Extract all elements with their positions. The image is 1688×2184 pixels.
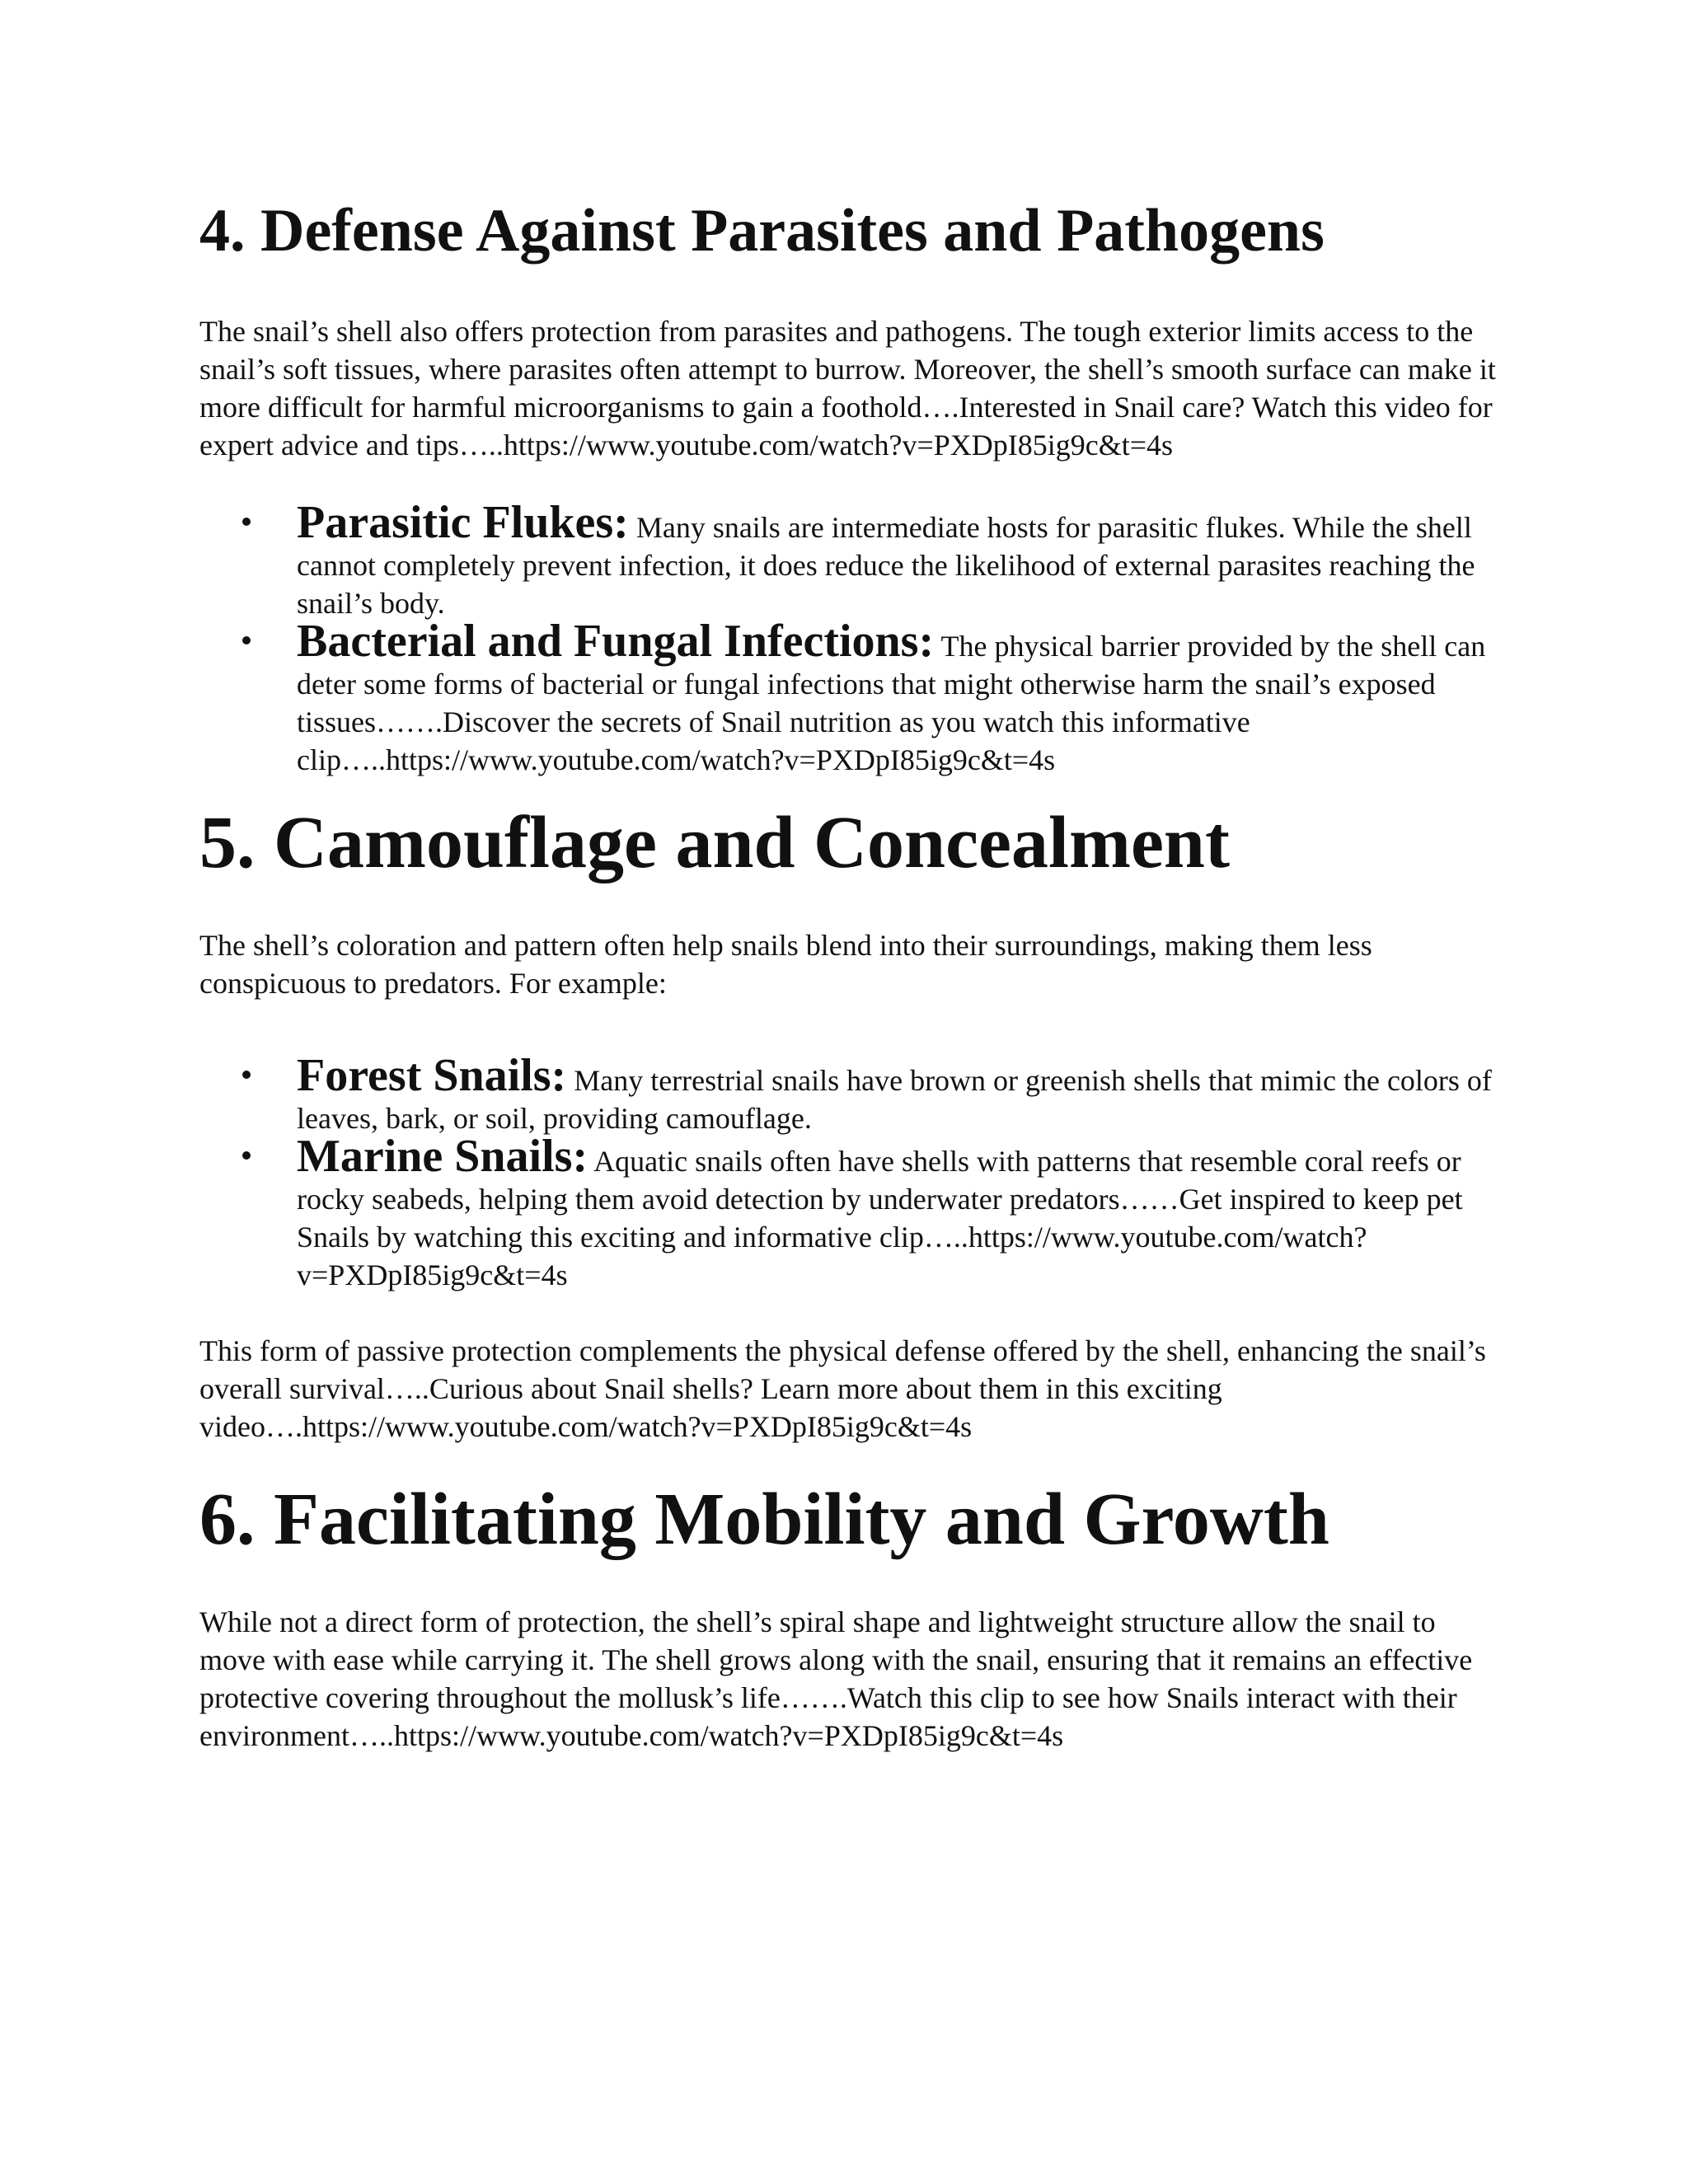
bullet-text: Many terrestrial snails have brown or greenish shells that mimic the colors of leaves, bark, or soil, providing camouflage. <box>297 1064 1492 1136</box>
section-heading-mobility: 6. Facilitating Mobility and Growth <box>199 1479 1329 1561</box>
bullet-term: Bacterial and Fungal Infections: <box>297 616 935 668</box>
list-item <box>199 616 1502 779</box>
list-item <box>199 1050 1502 1137</box>
section-intro-camouflage: The shell’s coloration and pattern often help snails blend into their surroundings, making them less conspicuous to predators. For example: <box>199 929 1372 1001</box>
bullet-text: The physical barrier provided by the shell can deter some forms of bacterial or fungal infections that might otherwise harm the snail’s exposed tissues…….Discover the secrets of Snail nutrition as you watch this informative clip…..https://www.youtube.com/watch?v=PXDpI85ig9c&t=4s <box>297 630 1486 777</box>
section-closing-camouflage: This form of passive protection complements the physical defense offered by the shell, enhancing the snail’s overall survival…..Curious about Snail shells? Learn more about them in this exciting video….https://www.youtube.com/watch?v=PXDpI85ig9c&t=4s <box>199 1334 1486 1444</box>
bullet-icon <box>242 1151 251 1160</box>
section-intro-mobility: While not a direct form of protection, the shell’s spiral shape and lightweight structure allow the snail to move with ease while carrying it. The shell grows along with the snail, ensuring that it remains an effective protective covering throughout the mollusk’s life…….Watch this clip to see how Snails interact with their environment…..https://www.youtube.com/watch?v=PXDpI85ig9c&t=4s <box>199 1605 1473 1753</box>
section-heading-defense: 4. Defense Against Parasites and Pathogens <box>199 197 1325 265</box>
bullet-term: Parasitic Flukes: <box>297 497 629 549</box>
bullet-text: Many snails are intermediate hosts for parasitic flukes. While the shell cannot completely prevent infection, it does reduce the likelihood of external parasites reaching the snail’s body. <box>297 511 1475 621</box>
bullet-icon <box>242 1071 251 1079</box>
bullet-icon <box>242 636 251 644</box>
bullet-list-defense <box>199 497 1502 779</box>
bullet-icon <box>242 518 251 526</box>
section-heading-camouflage: 5. Camouflage and Concealment <box>199 802 1230 884</box>
section-intro-defense: The snail’s shell also offers protection from parasites and pathogens. The tough exterior limits access to the snail’s soft tissues, where parasites often attempt to burrow. Moreover, the shell’s smooth surface can make it more difficult for harmful microorganisms to gain a foothold….Interested in Snail care? Watch this video for expert advice and tips…..https://www.youtube.com/watch?v=PXDpI85ig9c&t=4s <box>199 315 1496 462</box>
bullet-list-camouflage <box>199 1050 1502 1294</box>
bullet-term: Marine Snails: <box>297 1131 588 1183</box>
document-page <box>199 198 1502 1755</box>
bullet-text: Aquatic snails often have shells with patterns that resemble coral reefs or rocky seabeds, helping them avoid detection by underwater predators……Get inspired to keep pet Snails by watching this exciting and informative clip…..https://www.youtube.com/watch?v=PXDpI85ig9c&t=4s <box>297 1145 1463 1292</box>
list-item <box>199 497 1502 622</box>
list-item <box>199 1131 1502 1294</box>
bullet-term: Forest Snails: <box>297 1050 567 1102</box>
